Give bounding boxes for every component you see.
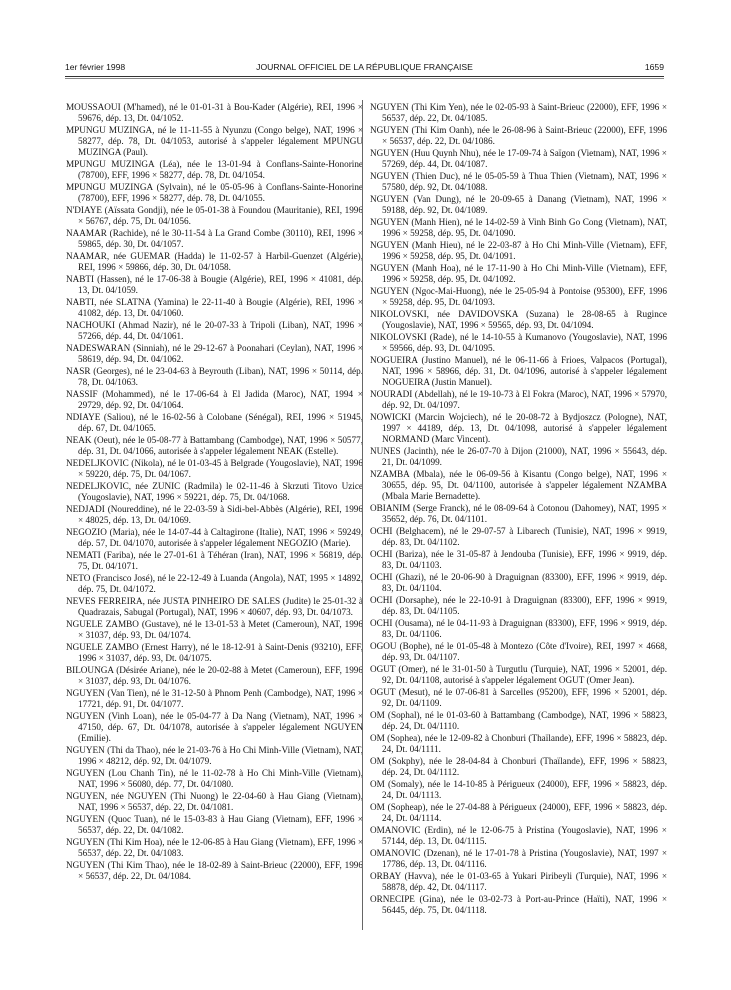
naturalization-entry: NGUELE ZAMBO (Gustave), né le 13-01-53 à Metet (Cameroun), NAT, 1996 × 31037, dép. 93, Dt. 04/1074. bbox=[66, 618, 363, 640]
naturalization-entry: NGUYEN (Thi da Thao), née le 21-03-76 à Ho Chi Minh-Ville (Vietnam), NAT, 1996 × 48212, dép. 92, Dt. 04/1079. bbox=[66, 744, 363, 766]
naturalization-entry: MPUNGU MUZINGA (Sylvain), né le 05-05-96 à Conflans-Sainte-Honorine (78700), EFF, 1996 × 58277, dép. 78, Dt. 04/1055. bbox=[66, 182, 363, 204]
header-title: JOURNAL OFFICIEL DE LA RÉPUBLIQUE FRANÇAISE bbox=[256, 62, 473, 72]
naturalization-entry: NIKOLOVSKI, née DAVIDOVSKA (Suzana) le 28-08-65 à Rugince (Yougoslavie), NAT, 1996 × 59565, dép. 93, Dt. 04/1094. bbox=[370, 308, 667, 330]
header-page-number: 1659 bbox=[644, 62, 664, 72]
left-column bbox=[66, 102, 363, 883]
naturalization-entry: NETO (Francisco José), né le 22-12-49 à Luanda (Angola), NAT, 1995 × 14892, dép. 75, Dt. 04/1072. bbox=[66, 572, 363, 594]
naturalization-entry: NABTI (Hassen), né le 17-06-38 à Bougie (Algérie), REI, 1996 × 41081, dép. 13, Dt. 04/1059. bbox=[66, 273, 363, 296]
naturalization-entry: OGUT (Omer), né le 31-01-50 à Turgutlu (Turquie), NAT, 1996 × 52001, dép. 92, Dt. 04/1108, autorisé à s'appeler légalement OGUT (Omer Jean). bbox=[370, 663, 667, 686]
naturalization-entry: NEDJADI (Noureddine), né le 22-03-59 à Sidi-bel-Abbès (Algérie), REI, 1996 × 48025, dép. 13, Dt. 04/1069. bbox=[66, 503, 363, 525]
header-date: 1er février 1998 bbox=[65, 62, 126, 72]
naturalization-entry: MOUSSAOUI (M'hamed), né le 01-01-31 à Bou-Kader (Algérie), REI, 1996 × 59676, dép. 13, Dt. 04/1052. bbox=[66, 102, 363, 124]
naturalization-entry: OBIANIM (Serge Franck), né le 08-09-64 à Cotonou (Dahomey), NAT, 1995 × 35652, dép. 76, Dt. 04/1101. bbox=[370, 503, 667, 525]
naturalization-entry: OCHI (Dorsaphe), née le 22-10-91 à Draguignan (83300), EFF, 1996 × 9919, dép. 83, Dt. 04/1105. bbox=[370, 594, 667, 617]
naturalization-entry: MPUNGU MUZINGA, né le 11-11-55 à Nyunzu (Congo belge), NAT, 1996 × 58277, dép. 78, Dt. 04/1053, autorisé à s'appeler légalement MPUNGU MUZINGA (Paul). bbox=[66, 124, 363, 158]
naturalization-entry: NEGOZIO (Maria), née le 14-07-44 à Caltagirone (Italie), NAT, 1996 × 59249, dép. 57, Dt. 04/1070, autorisée à s'appeler légalement NEGOZIO (Marie). bbox=[66, 526, 363, 548]
naturalization-entry: NASSIF (Mohammed), né le 17-06-64 à El Jadida (Maroc), NAT, 1994 × 29729, dép. 92, Dt. 04/1064. bbox=[66, 388, 363, 410]
naturalization-entry: OGOU (Bophe), né le 01-05-48 à Montezo (Côte d'Ivoire), REI, 1997 × 4668, dép. 93, Dt. 04/1107. bbox=[370, 640, 667, 663]
naturalization-entry: OCHI (Ousama), né le 04-11-93 à Draguignan (83300), EFF, 1996 × 9919, dép. 83, Dt. 04/1106. bbox=[370, 617, 667, 640]
naturalization-entry: NGUYEN (Ngoc-Mai-Huong), née le 25-05-94 à Pontoise (95300), EFF, 1996 × 59258, dép. 95, Dt. 04/1093. bbox=[370, 285, 667, 307]
naturalization-entry: NEDELJKOVIC, née ZUNIC (Radmila) le 02-11-46 à Skrzuti Titovo Uzice (Yougoslavie), NAT, 1996 × 59221, dép. 75, Dt. 04/1068. bbox=[66, 480, 363, 502]
naturalization-entry: NGUYEN (Manh Hieu), né le 22-03-87 à Ho Chi Minh-Ville (Vietnam), EFF, 1996 × 59258, dép. 95, Dt. 04/1091. bbox=[370, 239, 667, 261]
naturalization-entry: NGUYEN (Thien Duc), né le 05-05-59 à Thua Thien (Vietnam), NAT, 1996 × 57580, dép. 92, Dt. 04/1088. bbox=[370, 170, 667, 193]
naturalization-entry: NGUYEN (Thi Kim Yen), née le 02-05-93 à Saint-Brieuc (22000), EFF, 1996 × 56537, dép. 22, Dt. 04/1085. bbox=[370, 102, 667, 124]
naturalization-entry: ORNECIPE (Gina), née le 03-02-73 à Port-au-Prince (Haïti), NAT, 1996 × 56445, dép. 75, Dt. 04/1118. bbox=[370, 893, 667, 915]
naturalization-entry: NGUYEN (Van Tien), né le 31-12-50 à Phnom Penh (Cambodge), NAT, 1996 × 17721, dép. 91, Dt. 04/1077. bbox=[66, 687, 363, 709]
naturalization-entry: N'DIAYE (Aïssata Gondji), née le 05-01-38 à Foundou (Mauritanie), REI, 1996 × 56767, dép. 75, Dt. 04/1056. bbox=[66, 205, 363, 227]
naturalization-entry: OGUT (Mesut), né le 07-06-81 à Sarcelles (95200), EFF, 1996 × 52001, dép. 92, Dt. 04/1109. bbox=[370, 686, 667, 708]
naturalization-entry: OCHI (Bariza), née le 31-05-87 à Jendouba (Tunisie), EFF, 1996 × 9919, dép. 83, Dt. 04/1103. bbox=[370, 549, 667, 571]
naturalization-entry: NZAMBA (Mbala), née le 06-09-56 à Kisantu (Congo belge), NAT, 1996 × 30655, dép. 95, Dt. 04/1100, autorisée à s'appeler légalement NZAMBA (Mbala Marie Bernadette). bbox=[370, 468, 667, 502]
right-column bbox=[370, 102, 667, 917]
naturalization-entry: NABTI, née SLATNA (Yamina) le 22-11-40 à Bougie (Algérie), REI, 1996 × 41082, dép. 13, Dt. 04/1060. bbox=[66, 296, 363, 319]
naturalization-entry: NEDELJKOVIC (Nikola), né le 01-03-45 à Belgrade (Yougoslavie), NAT, 1996 × 59220, dép. 75, Dt. 04/1067. bbox=[66, 457, 363, 479]
naturalization-entry: NGUYEN (Vinh Loan), née le 05-04-77 à Da Nang (Vietnam), NAT, 1996 × 47150, dép. 67, Dt. 04/1078, autorisée à s'appeler légalement NGUYEN (Emilie). bbox=[66, 710, 363, 743]
naturalization-entry: NEMATI (Fariba), née le 27-01-61 à Téhéran (Iran), NAT, 1996 × 56819, dép. 75, Dt. 04/1071. bbox=[66, 549, 363, 571]
naturalization-entry: OMANOVIC (Erdin), né le 12-06-75 à Pristina (Yougoslavie), NAT, 1996 × 57144, dép. 13, Dt. 04/1115. bbox=[370, 824, 667, 846]
naturalization-entry: OMANOVIC (Dzenan), né le 17-01-78 à Pristina (Yougoslavie), NAT, 1997 × 17786, dép. 13, Dt. 04/1116. bbox=[370, 847, 667, 869]
naturalization-entry: OM (Sopheap), née le 27-04-88 à Périgueux (24000), EFF, 1996 × 58823, dép. 24, Dt. 04/1114. bbox=[370, 801, 667, 823]
naturalization-entry: NOWICKI (Marcin Wojciech), né le 20-08-72 à Bydjoszcz (Pologne), NAT, 1997 × 44189, dép. 13, Dt. 04/1098, autorisé à s'appeler légalement NORMAND (Marc Vincent). bbox=[370, 411, 667, 445]
naturalization-entry: OCHI (Ghazi), né le 20-06-90 à Draguignan (83300), EFF, 1996 × 9919, dép. 83, Dt. 04/1104. bbox=[370, 571, 667, 594]
naturalization-entry: NIKOLOVSKI (Rade), né le 14-10-55 à Kumanovo (Yougoslavie), NAT, 1996 × 59566, dép. 93, Dt. 04/1095. bbox=[370, 331, 667, 353]
naturalization-entry: NGUYEN (Huu Quynh Nhu), née le 17-09-74 à Saïgon (Vietnam), NAT, 1996 × 57269, dép. 44, Dt. 04/1087. bbox=[370, 147, 667, 170]
naturalization-entry: NAAMAR (Rachide), né le 30-11-54 à La Grand Combe (30110), REI, 1996 × 59865, dép. 30, Dt. 04/1057. bbox=[66, 228, 363, 250]
naturalization-entry: NADESWARAN (Sinniah), né le 29-12-67 à Poonahari (Ceylan), NAT, 1996 × 58619, dép. 94, Dt. 04/1062. bbox=[66, 342, 363, 365]
naturalization-entry: OCHI (Belghacem), né le 29-07-57 à Libarech (Tunisie), NAT, 1996 × 9919, dép. 83, Dt. 04/1102. bbox=[370, 526, 667, 548]
naturalization-entry: NGUYEN (Van Dung), né le 20-09-65 à Danang (Vietnam), NAT, 1996 × 59188, dép. 92, Dt. 04/1089. bbox=[370, 193, 667, 216]
naturalization-entry: BILOUNGA (Désirée Ariane), née le 20-02-88 à Metet (Cameroun), EFF, 1996 × 31037, dép. 93, Dt. 04/1076. bbox=[66, 664, 363, 686]
naturalization-entry: OM (Sophea), née le 12-09-82 à Chonburi (Thaïlande), EFF, 1996 × 58823, dép. 24, Dt. 04/1111. bbox=[370, 732, 667, 754]
page-header bbox=[65, 60, 664, 76]
naturalization-entry: NGUYEN (Thi Kim Thao), née le 18-02-89 à Saint-Brieuc (22000), EFF, 1996 × 56537, dép. 22, Dt. 04/1084. bbox=[66, 859, 363, 881]
naturalization-entry: NGUYEN, née NGUYEN (Thi Nuong) le 22-04-60 à Hau Giang (Vietnam), NAT, 1996 × 56537, dép. 22, Dt. 04/1081. bbox=[66, 790, 363, 812]
naturalization-entry: NGUELE ZAMBO (Ernest Harry), né le 18-12-91 à Saint-Denis (93210), EFF, 1996 × 31037, dép. 93, Dt. 04/1075. bbox=[66, 641, 363, 663]
naturalization-entry: OM (Sophal), né le 01-03-60 à Battambang (Cambodge), NAT, 1996 × 58823, dép. 24, Dt. 04/1110. bbox=[370, 709, 667, 731]
naturalization-entry: NASR (Georges), né le 23-04-63 à Beyrouth (Liban), NAT, 1996 × 50114, dép. 78, Dt. 04/1063. bbox=[66, 365, 363, 388]
naturalization-entry: NGUYEN (Lou Chanh Tin), né le 11-02-78 à Ho Chi Minh-Ville (Vietnam), NAT, 1996 × 56080, dép. 77, Dt. 04/1080. bbox=[66, 767, 363, 789]
header-rule-secondary bbox=[65, 78, 664, 79]
naturalization-entry: NACHOUKI (Ahmad Nazir), né le 20-07-33 à Tripoli (Liban), NAT, 1996 × 57266, dép. 44, Dt. 04/1061. bbox=[66, 319, 363, 342]
naturalization-entry: OM (Somaly), née le 14-10-85 à Périgueux (24000), EFF, 1996 × 58823, dép. 24, Dt. 04/1113. bbox=[370, 778, 667, 800]
naturalization-entry: NGUYEN (Manh Hoa), né le 17-11-90 à Ho Chi Minh-Ville (Vietnam), EFF, 1996 × 59258, dép. 95, Dt. 04/1092. bbox=[370, 262, 667, 284]
naturalization-entry: NGUYEN (Thi Kim Hoa), née le 12-06-85 à Hau Giang (Vietnam), EFF, 1996 × 56537, dép. 22, Dt. 04/1083. bbox=[66, 836, 363, 858]
naturalization-entry: NGUYEN (Thi Kim Oanh), née le 26-08-96 à Saint-Brieuc (22000), EFF, 1996 × 56537, dép. 22, Dt. 04/1086. bbox=[370, 124, 667, 147]
column-divider bbox=[362, 100, 363, 930]
naturalization-entry: NOGUEIRA (Justino Manuel), né le 06-11-66 à Frioes, Valpacos (Portugal), NAT, 1996 × 58966, dép. 31, Dt. 04/1096, autorisé à s'appeler légalement NOGUEIRA (Justin Manuel). bbox=[370, 354, 667, 388]
naturalization-entry: NUNES (Jacinth), née le 26-07-70 à Dijon (21000), NAT, 1996 × 55643, dép. 21, Dt. 04/1099. bbox=[370, 445, 667, 468]
naturalization-entry: NOURADI (Abdellah), né le 19-10-73 à El Fokra (Maroc), NAT, 1996 × 57970, dép. 92, Dt. 04/1097. bbox=[370, 388, 667, 410]
naturalization-entry: NAAMAR, née GUEMAR (Hadda) le 11-02-57 à Harbil-Guenzet (Algérie), REI, 1996 × 59866, dép. 30, Dt. 04/1058. bbox=[66, 251, 363, 273]
header-rule bbox=[65, 76, 664, 77]
naturalization-entry: NGUYEN (Manh Hien), né le 14-02-59 à Vinh Binh Go Cong (Vietnam), NAT, 1996 × 59258, dép. 95, Dt. 04/1090. bbox=[370, 216, 667, 239]
naturalization-entry: MPUNGU MUZINGA (Léa), née le 13-01-94 à Conflans-Sainte-Honorine (78700), EFF, 1996 × 58277, dép. 78, Dt. 04/1054. bbox=[66, 159, 363, 181]
naturalization-entry: NDIAYE (Saliou), né le 16-02-56 à Colobane (Sénégal), REI, 1996 × 51945, dép. 67, Dt. 04/1065. bbox=[66, 411, 363, 433]
naturalization-entry: ORBAY (Havva), née le 01-03-65 à Yukari Piribeyli (Turquie), NAT, 1996 × 58878, dép. 42, Dt. 04/1117. bbox=[370, 870, 667, 892]
naturalization-entry: OM (Sokphy), née le 28-04-84 à Chonburi (Thaïlande), EFF, 1996 × 58823, dép. 24, Dt. 04/1112. bbox=[370, 755, 667, 777]
naturalization-entry: NEVES FERREIRA, née JUSTA PINHEIRO DE SALES (Judite) le 25-01-32 à Quadrazais, Sabugal (Portugal), NAT, 1996 × 40607, dép. 93, Dt. 04/1073. bbox=[66, 595, 363, 617]
naturalization-entry: NGUYEN (Quoc Tuan), né le 15-03-83 à Hau Giang (Vietnam), EFF, 1996 × 56537, dép. 22, Dt. 04/1082. bbox=[66, 813, 363, 835]
naturalization-entry: NEAK (Oeut), née le 05-08-77 à Battambang (Cambodge), NAT, 1996 × 50577, dép. 31, Dt. 04/1066, autorisée à s'appeler légalement NEAK (Estelle). bbox=[66, 434, 363, 456]
